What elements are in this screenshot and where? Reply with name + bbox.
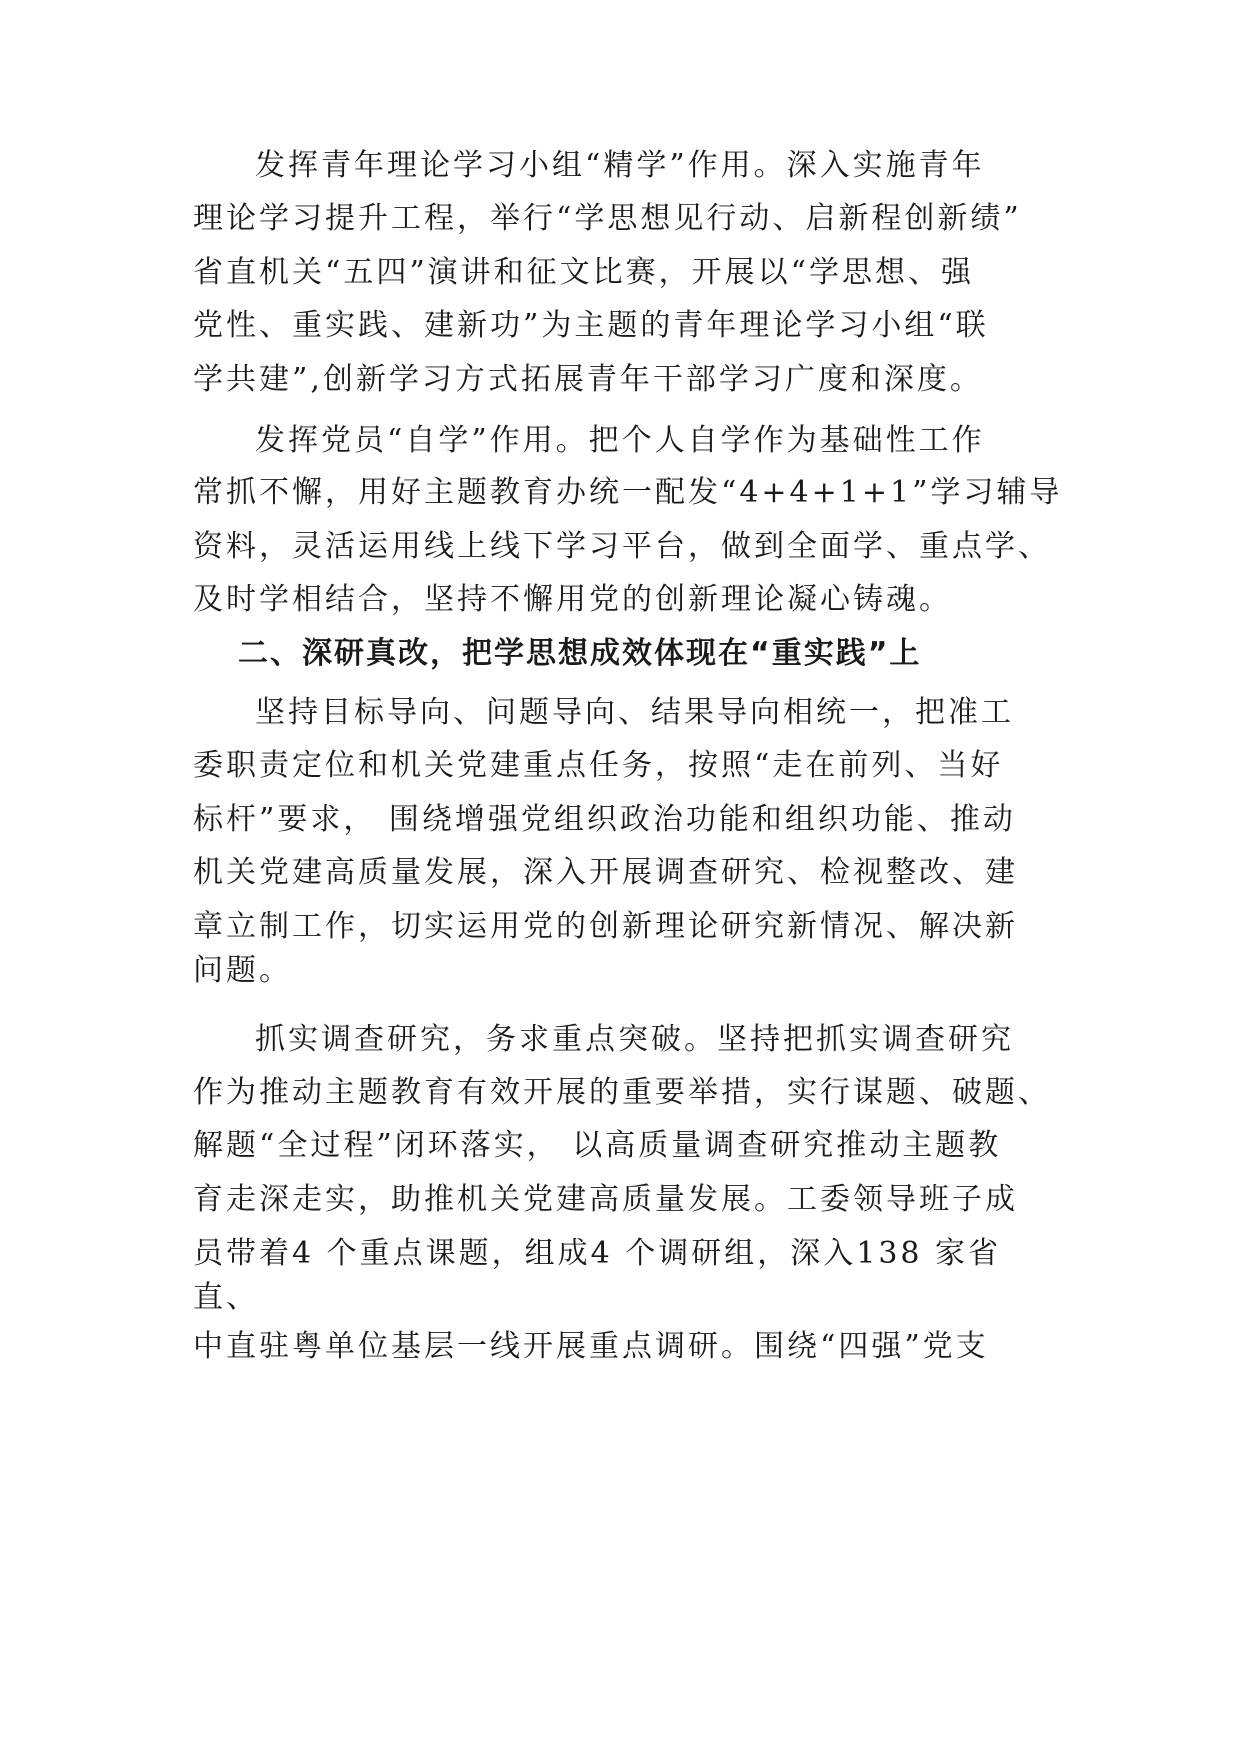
paragraph-line: 标杆”要求， 围绕增强党组织政治功能和组织功能、推动 [193,802,1016,837]
paragraph-line: 及时学相结合，坚持不懈用党的创新理论凝心铸魂。 [193,582,952,617]
paragraph-line: 常抓不懈，用好主题教育办统一配发“4+4+1+1”学习辅导 [193,475,1063,510]
paragraph-line: 问题。 [193,953,292,988]
paragraph-line: 中直驻粤单位基层一线开展重点调研。围绕“四强”党支 [193,1329,989,1364]
paragraph-line: 章立制工作，切实运用党的创新理论研究新情况、解决新 [193,909,1018,944]
paragraph-line: 直、 [193,1280,259,1315]
paragraph-line: 发挥党员“自学”作用。把个人自学作为基础性工作 [255,423,985,458]
paragraph-line: 理论学习提升工程，举行“学思想见行动、启新程创新绩” [193,201,1022,236]
paragraph-line: 解题“全过程”闭环落实， 以高质量调查研究推动主题教 [193,1128,1002,1163]
paragraph-line: 机关党建高质量发展，深入开展调查研究、检视整改、建 [193,855,1018,890]
paragraph-line: 委职责定位和机关党建重点任务，按照“走在前列、当好 [193,748,1004,783]
paragraph-line: 党性、重实践、建新功”为主题的青年理论学习小组“联 [193,308,989,343]
paragraph-line: 发挥青年理论学习小组“精学”作用。深入实施青年 [255,148,985,183]
paragraph-line: 坚持目标导向、问题导向、结果导向相统一，把准工 [255,695,1014,730]
paragraph-line: 学共建”,创新学习方式拓展青年干部学习广度和深度。 [193,362,983,397]
section-heading: 二、深研真改，把学思想成效体现在“重实践”上 [238,636,922,671]
paragraph-line: 育走深走实，助推机关党建高质量发展。工委领导班子成 [193,1182,1018,1217]
paragraph-line: 抓实调查研究，务求重点突破。坚持把抓实调查研究 [255,1022,1014,1057]
paragraph-line: 资料，灵活运用线上线下学习平台，做到全面学、重点学、 [193,529,1051,564]
paragraph-line: 员带着4 个重点课题，组成4 个调研组，深入138 家省 [193,1236,1002,1271]
paragraph-line: 作为推动主题教育有效开展的重要举措，实行谋题、破题、 [193,1075,1051,1110]
paragraph-line: 省直机关“五四”演讲和征文比赛，开展以“学思想、强 [193,255,975,290]
